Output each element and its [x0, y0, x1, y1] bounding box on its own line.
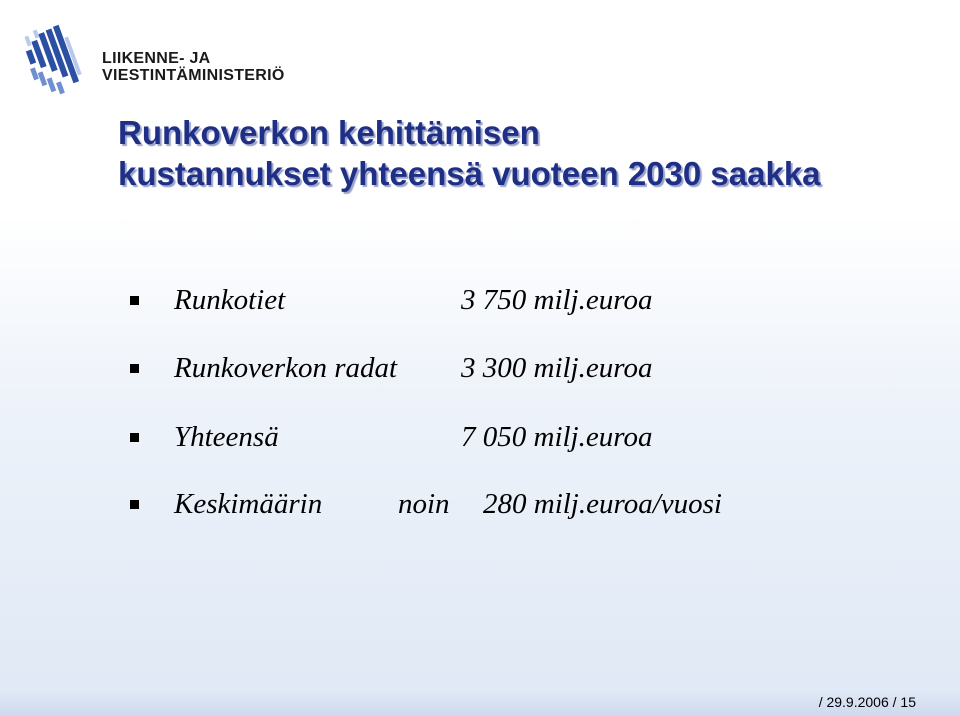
bullet-icon [130, 433, 139, 442]
bottom-band [0, 692, 960, 716]
item-value: 3 300 milj.euroa [461, 352, 653, 384]
slide-title [118, 112, 938, 194]
logo-line-2: VIESTINTÄMINISTERIÖ [102, 67, 285, 84]
logo-line-1: LIIKENNE- JA [102, 50, 211, 67]
bullet-icon [130, 364, 139, 373]
title-line-1: Runkoverkon kehittämisen [118, 114, 540, 151]
item-value: 7 050 milj.euroa [461, 421, 653, 453]
item-value: 280 milj.euroa/vuosi [483, 488, 722, 520]
bullet-icon [130, 500, 139, 509]
slide-footer: / 29.9.2006 / 15 [818, 694, 916, 710]
item-label: Yhteensä [174, 421, 279, 453]
item-label: Runkotiet [174, 284, 286, 316]
ministry-logo-icon [24, 22, 84, 98]
title-line-2: kustannukset yhteensä vuoteen 2030 saakka [118, 155, 821, 192]
bullet-icon [130, 296, 139, 305]
item-value: 3 750 milj.euroa [461, 284, 653, 316]
ministry-logo [24, 22, 284, 98]
item-label: Runkoverkon radat [174, 352, 398, 384]
item-label: Keskimäärin [174, 488, 323, 520]
item-qualifier: noin [398, 488, 450, 520]
